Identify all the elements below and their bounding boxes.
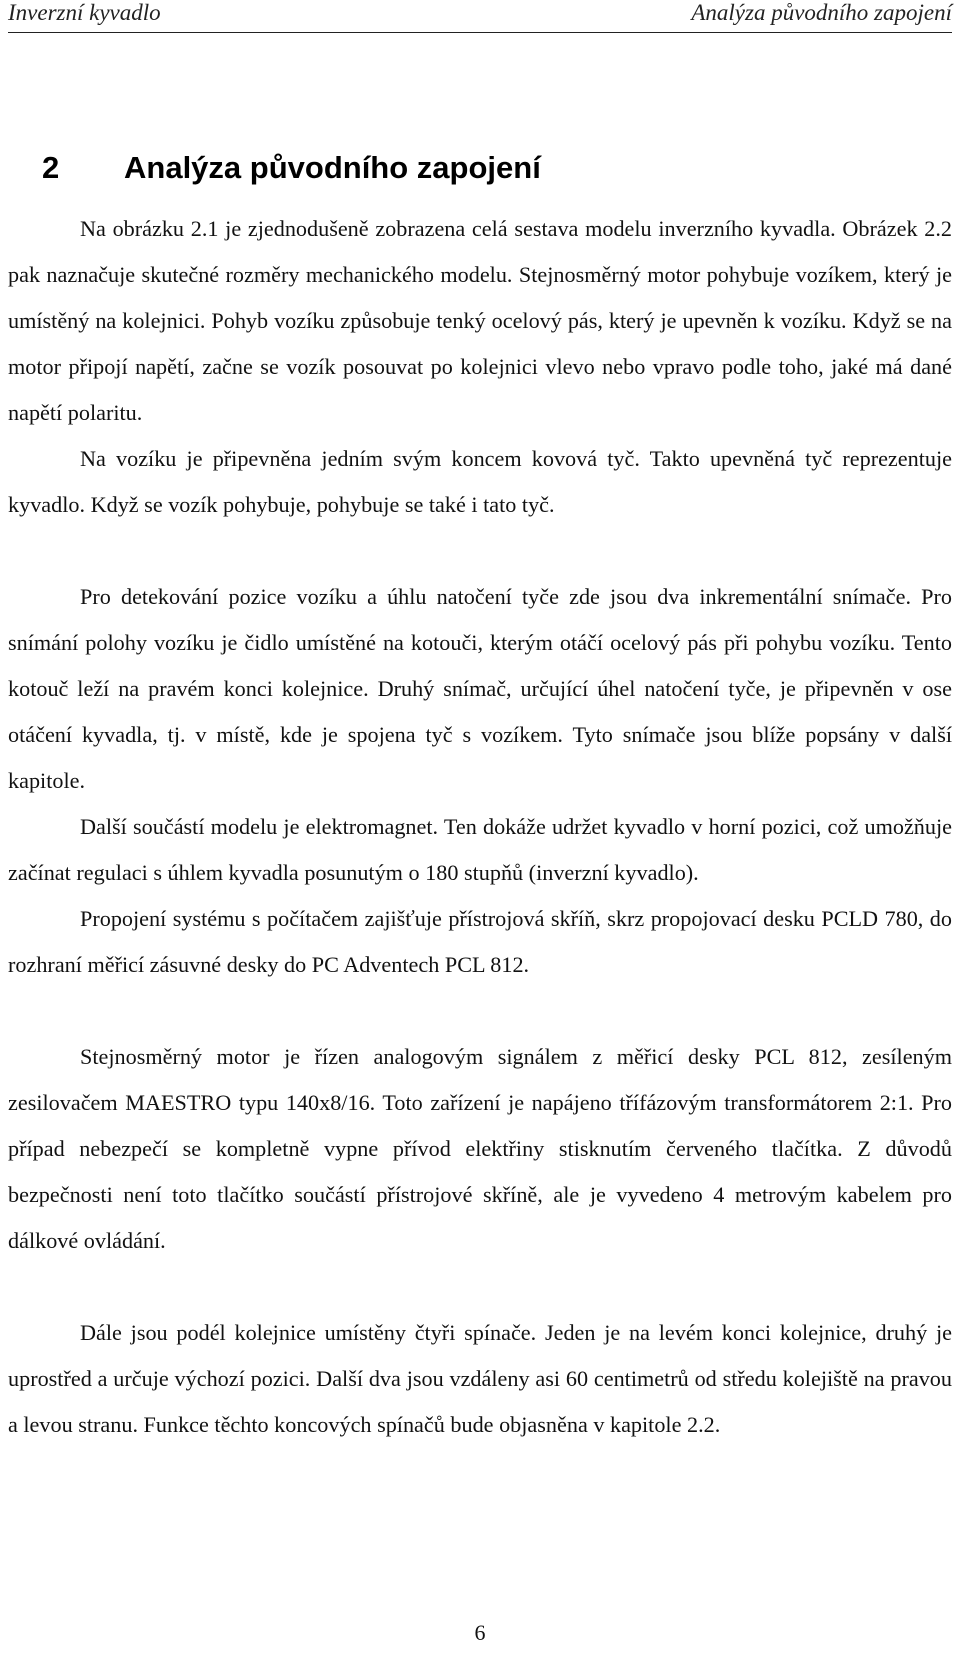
running-header bbox=[8, 0, 952, 30]
paragraph-1: Na obrázku 2.1 je zjednodušeně zobrazena celá sestava modelu inverzního kyvadla. Obrázek 2.2 pak naznačuje skutečné rozměry mechanického modelu. Stejnosměrný motor pohybuje vozíkem, který je umístěný na kolejnici. Pohyb vozíku způsobuje tenký ocelový pás, který je upevněn k vozíku. Když se na motor připojí napětí, začne se vozík posouvat po kolejnici vlevo nebo vpravo podle toho, jaké má dané napětí polaritu. bbox=[8, 216, 952, 425]
header-right-title: Analýza původního zapojení bbox=[691, 0, 952, 25]
paragraph-5: Propojení systému s počítačem zajišťuje přístrojová skříň, skrz propojovací desku PCLD 780, do rozhraní měřicí zásuvné desky do PC Adventech PCL 812. bbox=[8, 906, 952, 977]
chapter-title: Analýza původního zapojení bbox=[124, 150, 541, 185]
header-divider bbox=[8, 32, 952, 33]
paragraph-3: Pro detekování pozice vozíku a úhlu natočení tyče zde jsou dva inkrementální snímače. Pro snímání polohy vozíku je čidlo umístěné na kotouči, kterým otáčí ocelový pás při pohybu vozíku. Tento kotouč leží na pravém konci kolejnice. Druhý snímač, určující úhel natočení tyče, je připevněn v ose otáčení kyvadla, tj. v místě, kde je spojena tyč s vozíkem. Tyto snímače jsou blíže popsány v další kapitole. bbox=[8, 584, 952, 793]
paragraph-spacer bbox=[8, 1264, 952, 1310]
chapter-number: 2 bbox=[42, 150, 60, 185]
paragraph-2: Na vozíku je připevněna jedním svým koncem kovová tyč. Takto upevněná tyč reprezentuje kyvadlo. Když se vozík pohybuje, pohybuje se také i tato tyč. bbox=[8, 446, 952, 517]
chapter-heading bbox=[42, 150, 541, 186]
paragraph-6: Stejnosměrný motor je řízen analogovým signálem z měřicí desky PCL 812, zesíleným zesilovačem MAESTRO typu 140x8/16. Toto zařízení je napájeno třífázovým transformátorem 2:1. Pro případ nebezpečí se kompletně vypne přívod elektřiny stisknutím červeného tlačítka. Z důvodů bezpečnosti není toto tlačítko součástí přístrojové skříně, ale je vyvedeno 4 metrovým kabelem pro dálkové ovládání. bbox=[8, 1044, 952, 1253]
paragraph-7: Dále jsou podél kolejnice umístěny čtyři spínače. Jeden je na levém konci kolejnice, druhý je uprostřed a určuje výchozí pozici. Další dva jsou vzdáleny asi 60 centimetrů od středu kolejiště na pravou a levou stranu. Funkce těchto koncových spínačů bude objasněna v kapitole 2.2. bbox=[8, 1320, 952, 1437]
header-left-title: Inverzní kyvadlo bbox=[8, 0, 161, 25]
page-number: 6 bbox=[474, 1620, 486, 1645]
paragraph-spacer bbox=[8, 988, 952, 1034]
paragraph-4: Další součástí modelu je elektromagnet. Ten dokáže udržet kyvadlo v horní pozici, což umožňuje začínat regulaci s úhlem kyvadla posunutým o 180 stupňů (inverzní kyvadlo). bbox=[8, 814, 952, 885]
body-text bbox=[8, 206, 952, 1448]
paragraph-spacer bbox=[8, 528, 952, 574]
